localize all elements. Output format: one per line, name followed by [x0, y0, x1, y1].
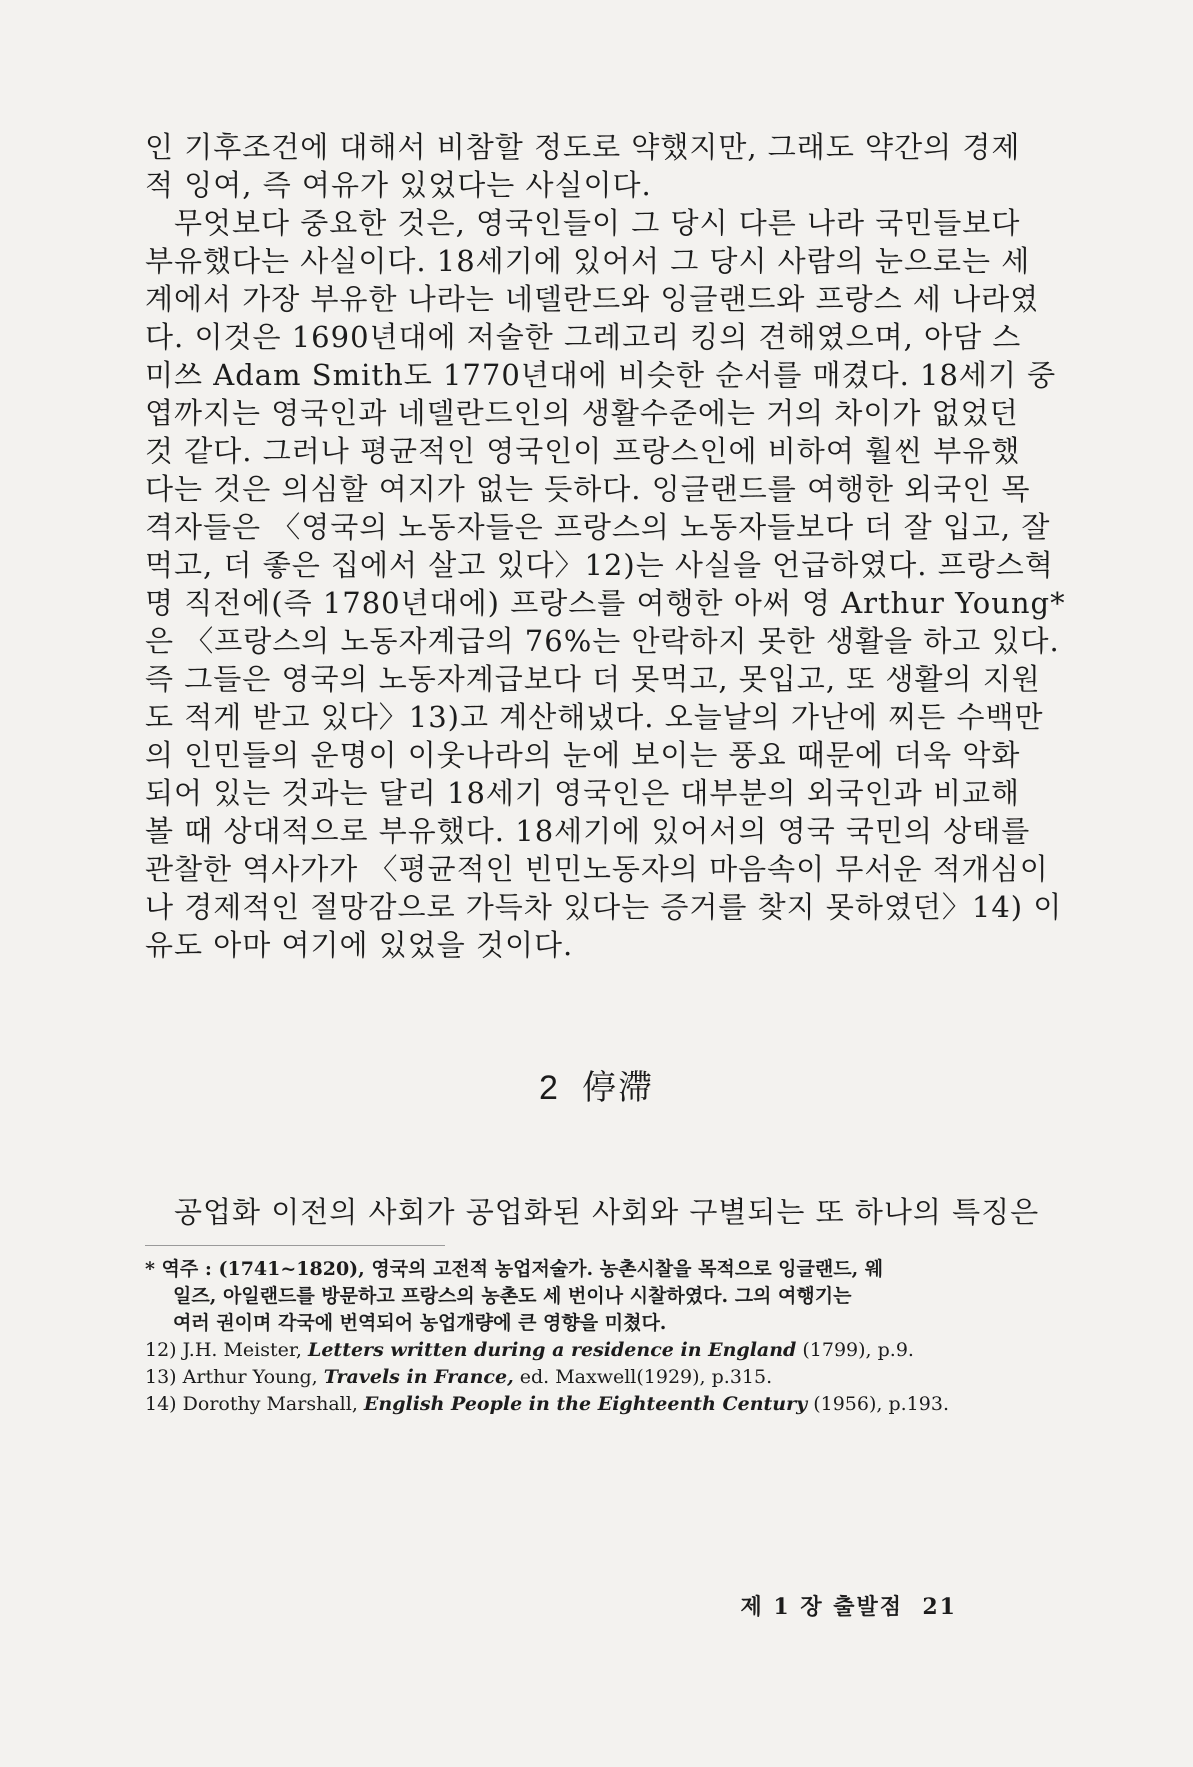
footnote-author: Arthur Young,: [182, 1366, 318, 1388]
footnote-author: Dorothy Marshall,: [182, 1393, 358, 1415]
translator-note-line: * 역주 : (1741~1820), 영국의 고전적 농업저술가. 농촌시찰을 목적으로 잉글랜드, 웨: [145, 1258, 884, 1280]
text-line: 의 인민들의 운명이 이웃나라의 눈에 보이는 풍요 때문에 더욱 악화: [145, 738, 1021, 772]
page-footer: [741, 1590, 958, 1621]
section-number: 2: [539, 1069, 560, 1107]
page-number: 21: [922, 1594, 957, 1620]
footnote-number: 12): [145, 1339, 177, 1361]
text-line: 즉 그들은 영국의 노동자계급보다 더 못먹고, 못입고, 또 생활의 지원: [145, 662, 1041, 696]
text-line: 은 〈프랑스의 노동자계급의 76%는 안락하지 못한 생활을 하고 있다.: [145, 624, 1060, 658]
footnote-13: [145, 1364, 1048, 1391]
text-line: 나 경제적인 절망감으로 가득차 있다는 증거를 찾지 못하였던〉14) 이: [145, 890, 1063, 924]
section-title: 停滯: [581, 1068, 654, 1108]
footnote-title: Letters written during a residence in England: [307, 1339, 797, 1361]
body-text: [145, 128, 1066, 964]
text-line: 다. 이것은 1690년대에 저술한 그레고리 킹의 견해였으며, 아담 스: [145, 320, 1022, 354]
text-line: 것 같다. 그러나 평균적인 영국인이 프랑스인에 비하여 훨씬 부유했: [145, 434, 1021, 468]
text-line: 도 적게 받고 있다〉13)고 계산해냈다. 오늘날의 가난에 찌든 수백만: [145, 700, 1044, 734]
section-lead-line: 공업화 이전의 사회가 공업화된 사회와 구별되는 또 하나의 특징은: [174, 1195, 1040, 1229]
footnote-title: Travels in France,: [323, 1366, 514, 1388]
footnote-divider: [145, 1245, 445, 1246]
text-line: 엽까지는 영국인과 네델란드인의 생활수준에는 거의 차이가 없었던: [145, 396, 1019, 430]
footnote-tail: ed. Maxwell(1929), p.315.: [519, 1366, 773, 1388]
footnote-14: [145, 1391, 1048, 1418]
footnote-number: 13): [145, 1366, 177, 1388]
text-line: 부유했다는 사실이다. 18세기에 있어서 그 당시 사람의 눈으로는 세: [145, 244, 1031, 278]
footnote-number: 14): [145, 1393, 177, 1415]
footnote-title: English People in the Eighteenth Century: [363, 1393, 808, 1415]
translator-note-line: 여러 권이며 각국에 번역되어 농업개량에 큰 영향을 미쳤다.: [173, 1312, 667, 1334]
paragraph: [145, 204, 1066, 964]
translator-note-line: 일즈, 아일랜드를 방문하고 프랑스의 농촌도 세 번이나 시찰하였다. 그의 여행기는: [173, 1285, 852, 1307]
text-line: 먹고, 더 좋은 집에서 살고 있다〉12)는 사실을 언급하였다. 프랑스혁: [145, 548, 1054, 582]
text-line: 계에서 가장 부유한 나라는 네델란드와 잉글랜드와 프랑스 세 나라였: [145, 282, 1040, 316]
text-line: 다는 것은 의심할 여지가 없는 듯하다. 잉글랜드를 여행한 외국인 목: [145, 472, 1031, 506]
footnote-tail: (1799), p.9.: [802, 1339, 914, 1361]
section-heading: [145, 1060, 1048, 1109]
text-line: 격자들은 〈영국의 노동자들은 프랑스의 노동자들보다 더 잘 입고, 잘: [145, 510, 1051, 544]
text-line: 명 직전에(즉 1780년대에) 프랑스를 여행한 아써 영 Arthur Young*: [145, 586, 1066, 620]
text-line: 무엇보다 중요한 것은, 영국인들이 그 당시 다른 나라 국민들보다: [174, 206, 1021, 240]
text-line: 적 잉여, 즉 여유가 있었다는 사실이다.: [145, 168, 652, 202]
text-line: 미쓰 Adam Smith도 1770년대에 비슷한 순서를 매겼다. 18세기 중: [145, 358, 1057, 392]
text-line: 되어 있는 것과는 달리 18세기 영국인은 대부분의 외국인과 비교해: [145, 776, 1021, 810]
text-line: 유도 아마 여기에 있었을 것이다.: [145, 928, 574, 962]
footnote-author: J.H. Meister,: [182, 1339, 302, 1361]
text-line: 인 기후조건에 대해서 비참할 정도로 약했지만, 그래도 약간의 경제: [145, 130, 1021, 164]
footnote-12: [145, 1337, 1048, 1364]
text-line: 볼 때 상대적으로 부유했다. 18세기에 있어서의 영국 국민의 상태를: [145, 814, 1031, 848]
text-line: 관찰한 역사가가 〈평균적인 빈민노동자의 마음속이 무서운 적개심이: [145, 852, 1049, 886]
footnote-tail: (1956), p.193.: [813, 1393, 949, 1415]
footnotes: [145, 1256, 1048, 1418]
chapter-label: 제 1 장 출발점: [740, 1594, 904, 1620]
